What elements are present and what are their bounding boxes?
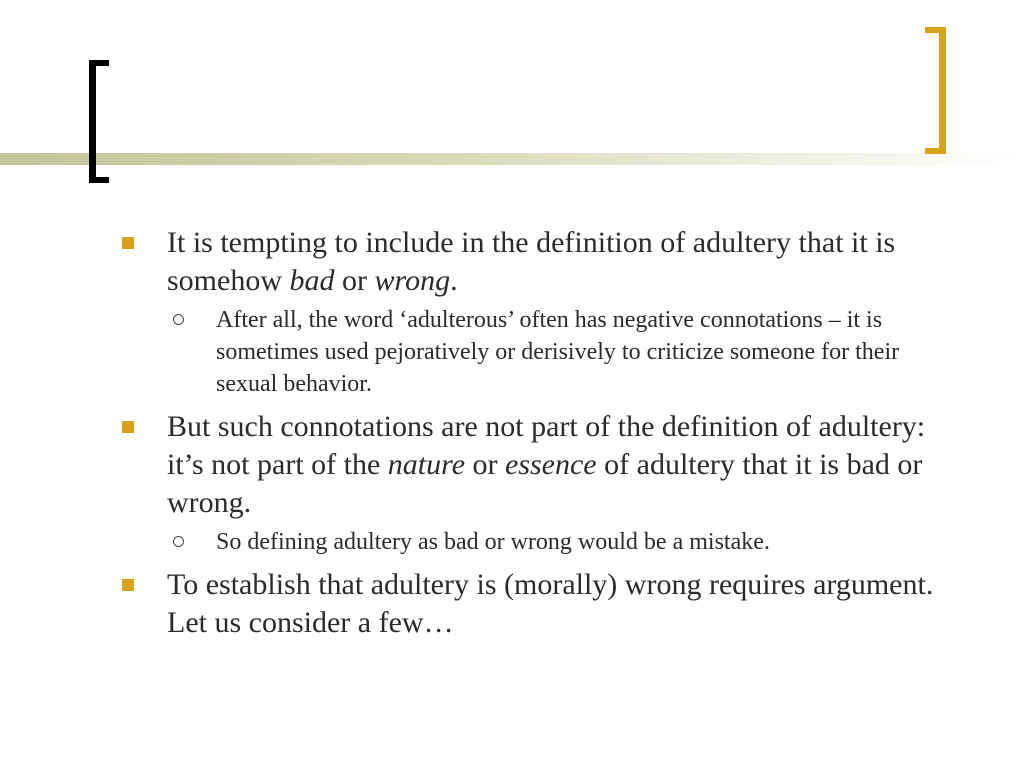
circle-bullet-icon — [173, 314, 184, 325]
bullet-1-text-a: It is tempting to include in the definition of adultery that it is somehow — [167, 226, 896, 297]
square-bullet-icon — [122, 579, 134, 591]
left-bracket-decoration — [89, 60, 109, 183]
sub-bullet-2-text: So defining adultery as bad or wrong would be a mistake. — [216, 529, 770, 555]
bullet-1-text-c: . — [450, 264, 458, 297]
bullet-item-2 — [118, 408, 958, 522]
bullet-item-3 — [118, 566, 958, 642]
square-bullet-icon — [122, 421, 134, 433]
right-bracket-decoration — [925, 27, 946, 154]
bullet-1-emphasis-bad: bad — [289, 264, 335, 297]
circle-bullet-icon — [173, 536, 184, 547]
square-bullet-icon — [122, 237, 134, 249]
header-band — [0, 153, 1024, 165]
bullet-2-emphasis-nature: nature — [387, 448, 466, 481]
sub-bullet-1-text: After all, the word ‘adulterous’ often has negative connotations – it is sometimes used pejoratively or derisively to criticize someone for their sexual behavior. — [216, 307, 900, 397]
bullet-2-text-c: of adultery that it is bad or wrong. — [167, 448, 923, 519]
bullet-2-text-a: But such connotations are not part of the definition of adultery: it’s not part of the — [167, 410, 926, 481]
bullet-list — [118, 224, 958, 646]
sub-bullet-item-1 — [167, 304, 958, 400]
bullet-2-emphasis-essence: essence — [505, 448, 597, 481]
bullet-item-1 — [118, 224, 958, 300]
sub-bullet-item-2 — [167, 526, 958, 558]
bullet-2-text-b: or — [465, 448, 506, 481]
bullet-1-text-b: or — [334, 264, 375, 297]
bullet-1-emphasis-wrong: wrong — [374, 264, 451, 297]
bullet-3-text: To establish that adultery is (morally) wrong requires argument. Let us consider a few… — [167, 568, 934, 639]
